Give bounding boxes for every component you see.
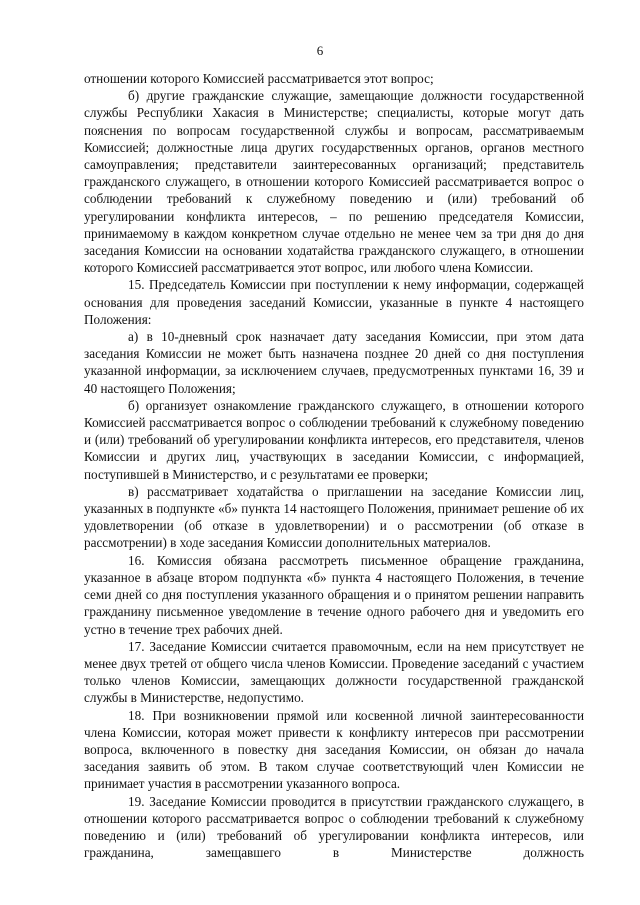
paragraph-15c: в) рассматривает ходатайства о приглашении на заседание Комиссии лиц, указанных в подпункте «б» пункта 14 настоящего Положения, принимает решение об их удовлетворении (об отказе в удовлетворении) и о рассмотрении (об отказе в рассмотрении) в ходе заседания Комиссии дополнительных материалов. xyxy=(84,483,584,551)
page-number: 6 xyxy=(316,43,324,58)
paragraph-15a: а) в 10-дневный срок назначает дату заседания Комиссии, при этом дата заседания Комиссии не может быть назначена позднее 20 дней со дня поступления указанной информации, за исключением случаев, предусмотренных пунктами 16, 39 и 40 настоящего Положения; xyxy=(84,329,584,396)
paragraph-19: 19. Заседание Комиссии проводится в присутствии гражданского служащего, в отношении которого рассматривается вопрос о соблюдении требований к служебному поведению и (или) требований об урегулировании конфликта интересов, или гражданина, замещавшего в Министерстве должность xyxy=(84,793,584,861)
paragraph-16: 16. Комиссия обязана рассмотреть письменное обращение гражданина, указанное в абзаце втором подпункта «б» пункта 4 настоящего Положения, в течение семи дней со дня поступления указанного обращения и о принятом решении направить гражданину письменное уведомление в течение одного рабочего дня и уведомить его устно в течение трех рабочих дней. xyxy=(84,552,584,637)
paragraph-continuation: отношении которого Комиссией рассматривается этот вопрос; xyxy=(84,71,434,86)
paragraph-17: 17. Заседание Комиссии считается правомочным, если на нем присутствует не менее двух третей от общего числа членов Комиссии. Проведение заседаний с участием только членов Комиссии, замещающих должности государственной гражданской службы в Министерстве, недопустимо. xyxy=(84,638,584,706)
paragraph-14b: б) другие гражданские служащие, замещающие должности государственной службы Республики Хакасия в Министерстве; специалисты, которые могут дать пояснения по вопросам государственной службы и вопросам, рассматриваемым Комиссией; должностные лица других государственных органов, органов местного самоуправления; представители заинтересованных организаций; представитель гражданского служащего, в отношении которого Комиссией рассматривается вопрос о соблюдении требований к служебному поведению и (или) требований об урегулировании конфликта интересов, – по решению председателя Комиссии, принимаемому в каждом конкретном случае отдельно не менее чем за три дня до дня заседания Комиссии на основании ходатайства гражданского служащего, в отношении которого Комиссией рассматривается этот вопрос, или любого члена Комиссии. xyxy=(84,88,584,276)
paragraph-18: 18. При возникновении прямой или косвенной личной заинтересованности члена Комиссии, которая может привести к конфликту интересов при рассмотрении вопроса, включенного в повестку дня заседания Комиссии, он обязан до начала заседания заявить об этом. В таком случае соответствующий член Комиссии не принимает участия в рассмотрении указанного вопроса. xyxy=(84,707,584,792)
paragraph-15b: б) организует ознакомление гражданского служащего, в отношении которого Комиссией рассматривается вопрос о соблюдении требований к служебному поведению и (или) требований об урегулировании конфликта интересов, его представителя, членов Комиссии и других лиц, участвующих в заседании Комиссии, с информацией, поступившей в Министерство, и с результатами ее проверки; xyxy=(84,397,584,482)
paragraph-15: 15. Председатель Комиссии при поступлении к нему информации, содержащей основания для проведения заседаний Комиссии, указанные в пункте 4 настоящего Положения: xyxy=(84,277,584,327)
document-body xyxy=(84,70,584,861)
